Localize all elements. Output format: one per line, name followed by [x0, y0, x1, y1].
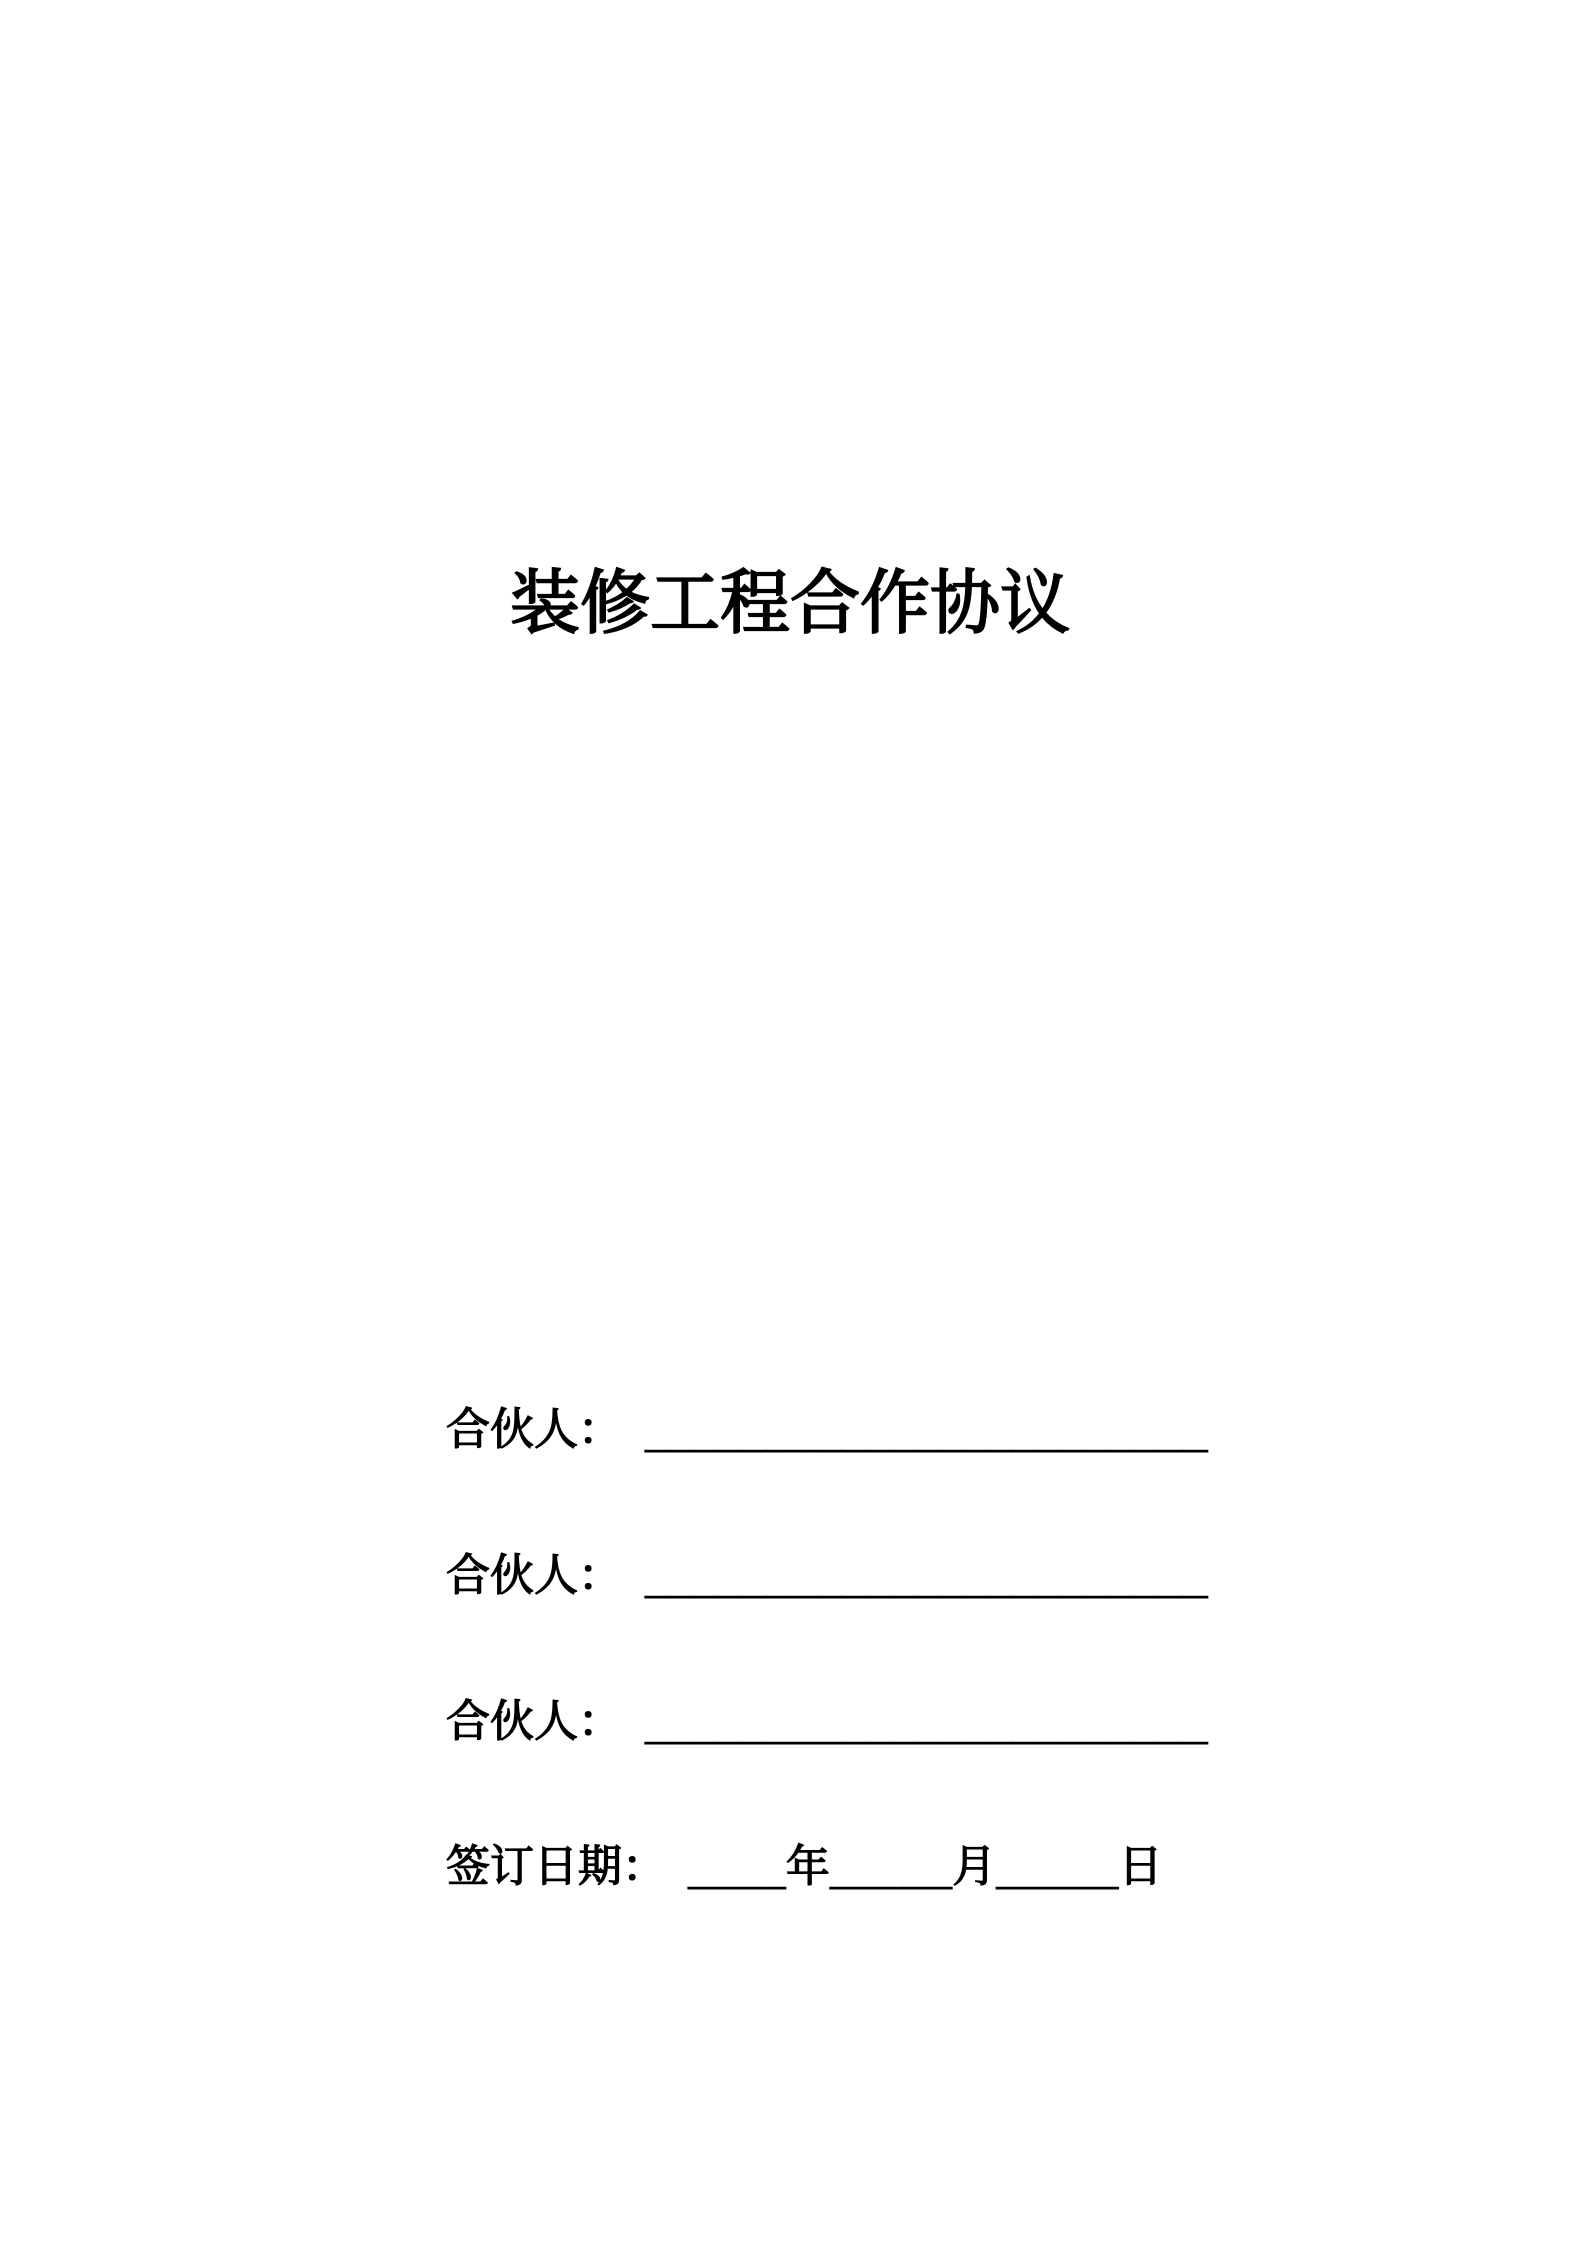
sign-date-label: 签订日期： [446, 1842, 666, 1891]
day-unit-label: 日 [1118, 1842, 1163, 1891]
partner-label: 合伙人： [446, 1551, 622, 1600]
partner-name-blank: _______________________ [645, 1405, 1208, 1454]
document-title: 装修工程合作协议 [510, 564, 1070, 642]
year-blank: ____ [688, 1842, 786, 1891]
month-blank: _____ [829, 1842, 953, 1891]
month-unit-label: 月 [952, 1842, 997, 1891]
partner-name-blank: _______________________ [645, 1697, 1208, 1746]
sign-date-line [446, 1842, 1163, 1891]
partner-name-blank: _______________________ [645, 1551, 1208, 1600]
year-unit-label: 年 [785, 1842, 830, 1891]
partner-line-1 [446, 1405, 1208, 1454]
day-blank: _____ [996, 1842, 1119, 1891]
partner-line-3 [446, 1697, 1208, 1746]
partner-label: 合伙人： [446, 1697, 622, 1746]
partner-line-2 [446, 1551, 1208, 1600]
partner-label: 合伙人： [446, 1405, 622, 1454]
